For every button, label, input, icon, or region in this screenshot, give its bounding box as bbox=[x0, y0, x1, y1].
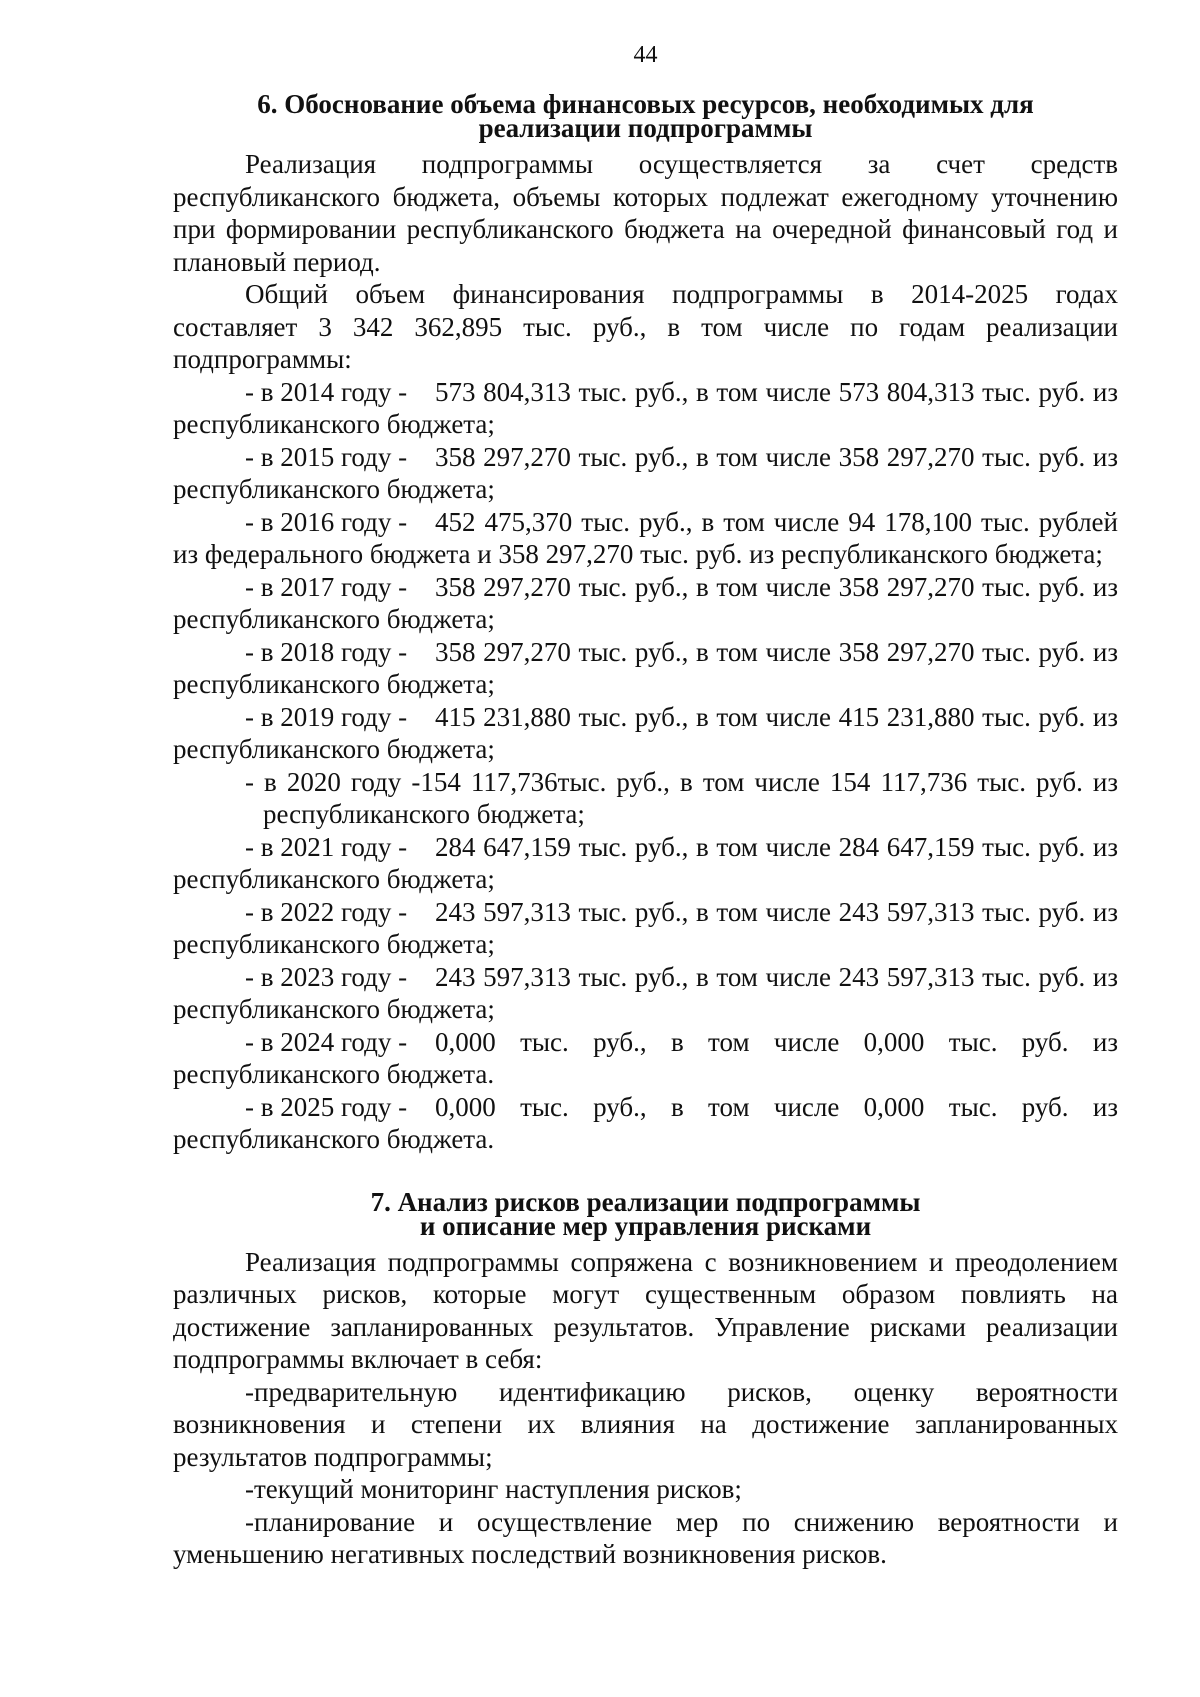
funding-item-year: - в 2024 году - bbox=[245, 1026, 408, 1057]
funding-item-year: - в 2021 году - bbox=[245, 831, 408, 862]
funding-item-2020 bbox=[173, 766, 1118, 831]
funding-item-2017 bbox=[173, 571, 1118, 636]
section-7-title-line-1: 7. Анализ рисков реализации подпрограммы bbox=[370, 1186, 921, 1217]
section-6-title-line-2: реализации подпрограммы bbox=[478, 113, 813, 143]
funding-item-2023 bbox=[173, 961, 1118, 1026]
funding-item-text: 243 597,313 тыс. руб., в том числе 243 597,313 тыс. руб. из республиканского бюджета; bbox=[173, 961, 1118, 1024]
page-number: 44 bbox=[633, 42, 658, 68]
section-7-title-line-2: и описание мер управления рисками bbox=[419, 1210, 872, 1241]
risk-item: -текущий мониторинг наступления рисков; bbox=[245, 1474, 742, 1504]
funding-item-year: - в 2016 году - bbox=[245, 506, 408, 537]
funding-item-text: 452 475,370 тыс. руб., в том числе 94 178,100 тыс. рублей из федерального бюджета и 358 297,270 тыс. руб. из республиканского бюджета; bbox=[173, 506, 1118, 569]
funding-item-year: - в 2023 году - bbox=[245, 961, 408, 992]
risk-item: -планирование и осуществление мер по снижению вероятности и уменьшению негативных последствий возникновения рисков. bbox=[173, 1506, 1118, 1569]
funding-item-year: - в 2018 году - bbox=[245, 636, 408, 667]
section-7-paragraph-1: Реализация подпрограммы сопряжена с возникновением и преодолением различных рисков, которые могут существенным образом повлиять на достижение запланированных результатов. Управление рисками реализации подпрограммы включает в себя: bbox=[173, 1246, 1118, 1374]
section-6-paragraph-1: Реализация подпрограммы осуществляется за счет средств республиканского бюджета, объемы которых подлежат ежегодному уточнению при формировании республиканского бюджета на очередной финансовый год и плановый период. bbox=[173, 149, 1118, 277]
funding-item-year: - в 2017 году - bbox=[245, 571, 408, 602]
funding-item-text: 415 231,880 тыс. руб., в том числе 415 231,880 тыс. руб. из республиканского бюджета; bbox=[173, 701, 1118, 764]
funding-item-2022 bbox=[173, 896, 1118, 961]
document-page bbox=[173, 40, 1118, 1571]
funding-item-year: - в 2025 году - bbox=[245, 1091, 408, 1122]
funding-item-text: 358 297,270 тыс. руб., в том числе 358 297,270 тыс. руб. из республиканского бюджета; bbox=[173, 441, 1118, 504]
section-6-paragraph-2: Общий объем финансирования подпрограммы в 2014-2025 годах составляет 3 342 362,895 тыс. руб., в том числе по годам реализации подпрограммы: bbox=[173, 279, 1118, 374]
funding-item-2016 bbox=[173, 506, 1118, 571]
funding-item-text: 284 647,159 тыс. руб., в том числе 284 647,159 тыс. руб. из республиканского бюджета; bbox=[173, 831, 1118, 894]
risk-management-list bbox=[173, 1376, 1118, 1571]
funding-item-year: - в 2015 году - bbox=[245, 441, 408, 472]
funding-item-year: - в 2022 году - bbox=[245, 896, 408, 927]
funding-item-text: 573 804,313 тыс. руб., в том числе 573 804,313 тыс. руб. из республиканского бюджета; bbox=[173, 376, 1118, 439]
section-7-title bbox=[173, 1186, 1118, 1241]
funding-item-2024 bbox=[173, 1026, 1118, 1091]
funding-item-2015 bbox=[173, 441, 1118, 506]
funding-by-year-list bbox=[173, 376, 1118, 1156]
funding-item-year: - в 2019 году - bbox=[245, 701, 408, 732]
funding-item-2014 bbox=[173, 376, 1118, 441]
section-6-title bbox=[173, 89, 1118, 143]
section-6-title-line-1: 6. Обоснование объема финансовых ресурсов, необходимых для bbox=[257, 89, 1034, 119]
funding-item-text: 358 297,270 тыс. руб., в том числе 358 297,270 тыс. руб. из республиканского бюджета; bbox=[173, 636, 1118, 699]
funding-item-year: - в 2020 году - bbox=[245, 766, 421, 797]
funding-item-2021 bbox=[173, 831, 1118, 896]
funding-item-2025 bbox=[173, 1091, 1118, 1156]
funding-item-year: - в 2014 году - bbox=[245, 376, 408, 407]
risk-item: -предварительную идентификацию рисков, оценку вероятности возникновения и степени их влияния на достижение запланированных результатов подпрограммы; bbox=[173, 1376, 1118, 1472]
funding-item-2019 bbox=[173, 701, 1118, 766]
funding-item-text: 154 117,736тыс. руб., в том числе 154 117,736 тыс. руб. из республиканского бюджета; bbox=[263, 766, 1118, 829]
funding-item-2018 bbox=[173, 636, 1118, 701]
funding-item-text: 243 597,313 тыс. руб., в том числе 243 597,313 тыс. руб. из республиканского бюджета; bbox=[173, 896, 1118, 959]
funding-item-text: 358 297,270 тыс. руб., в том числе 358 297,270 тыс. руб. из республиканского бюджета; bbox=[173, 571, 1118, 634]
funding-item-text: 0,000 тыс. руб., в том числе 0,000 тыс. руб. из республиканского бюджета. bbox=[173, 1091, 1118, 1154]
funding-item-text: 0,000 тыс. руб., в том числе 0,000 тыс. руб. из республиканского бюджета. bbox=[173, 1026, 1118, 1089]
